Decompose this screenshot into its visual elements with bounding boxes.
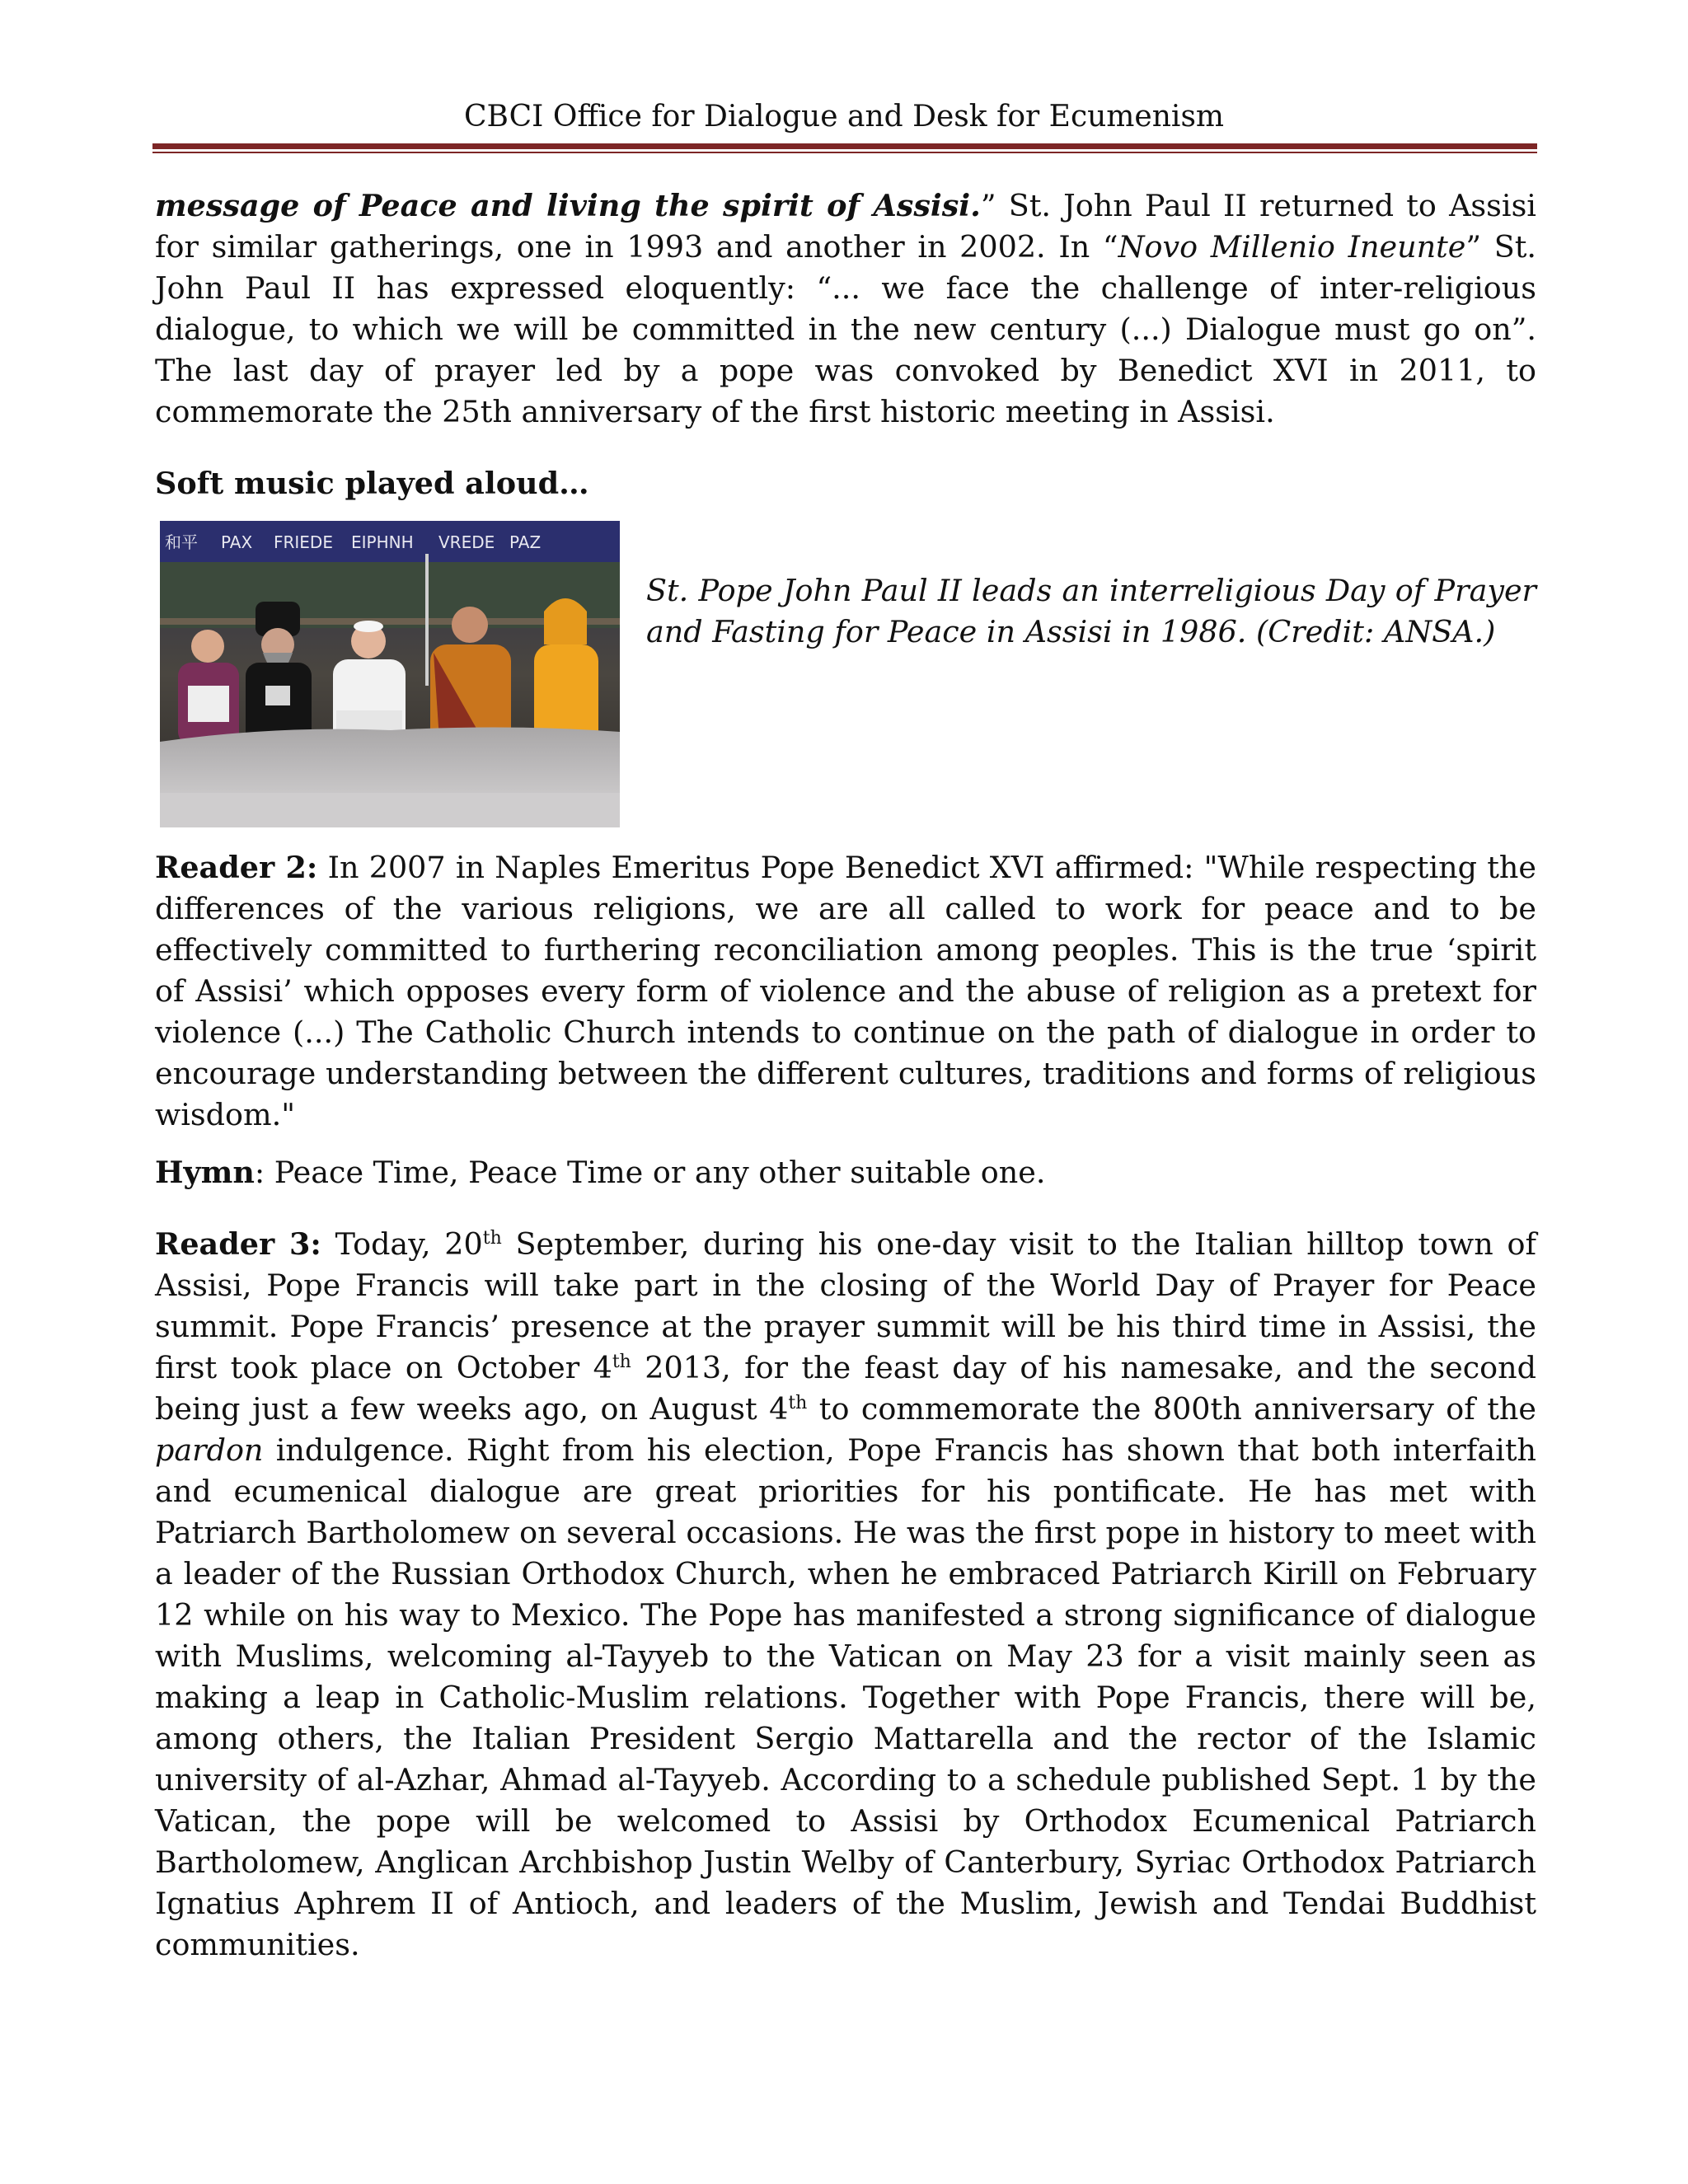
banner-word: FRIEDE — [274, 532, 333, 552]
header-rule-thick — [152, 143, 1537, 149]
page-header: CBCI Office for Dialogue and Desk for Ecumenism — [463, 100, 1225, 134]
reader-2-label: Reader 2: — [155, 850, 318, 885]
soft-music-note: Soft music played aloud… — [155, 466, 589, 501]
banner-word: PAZ — [509, 532, 542, 552]
pardon-word: pardon — [155, 1432, 264, 1468]
banner-word: EIPHNH — [351, 532, 414, 552]
banner-word: 和平 — [165, 532, 198, 552]
paragraph-assisi-gatherings: message of Peace and living the spirit of Assisi.” St. John Paul II returned to Assisi for similar gatherings, one in 1993 and another in 2002. In “Novo Millenio Ineunte” St. John Paul II has expressed eloquently: “... we face the challenge of inter-religious dialogue, to which we will be committed in the new century (...) Dialogue must go on”. The last day of prayer led by a pope was convoked by Benedict XVI in 2011, to commemorate the 25th anniversary of the first historic meeting in Assisi. — [155, 188, 1536, 429]
book-title: Novo Millenio Ineunte — [1118, 229, 1466, 265]
lead-emphasis: message of Peace and living the spirit of Assisi. — [155, 188, 981, 223]
reader-3-label: Reader 3: — [155, 1226, 321, 1262]
banner-word: PAX — [221, 532, 253, 552]
reader-3-paragraph: Reader 3: Today, 20th September, during his one-day visit to the Italian hilltop town of Assisi, Pope Francis will take part in the closing of the World Day of Prayer for Peace summit. Pope Francis’ presence at the prayer summit will be his third time in Assisi, the first took place on October 4th 2013, for the feast day of his namesake, and the second being just a few weeks ago, on August 4th to commemorate the 800th anniversary of the pardon indulgence. Right from his election, Pope Francis has shown that both interfaith and ecumenical dialogue are great priorities for his pontificate. He has met with Patriarch Bartholomew on several occasions. He was the first pope in history to meet with a leader of the Russian Orthodox Church, when he embraced Patriarch Kirill on February 12 while on his way to Mexico. The Pope has manifested a strong significance of dialogue with Muslims, welcoming al-Tayyeb to the Vatican on May 23 for a visit mainly seen as making a leap in Catholic-Muslim relations. Together with Pope Francis, there will be, among others, the Italian President Sergio Mattarella and the rector of the Islamic university of al-Azhar, Ahmad al-Tayyeb. According to a schedule published Sept. 1 by the Vatican, the pope will be welcomed to Assisi by Orthodox Ecumenical Patriarch Bartholomew, Anglican Archbishop Justin Welby of Canterbury, Syriac Orthodox Patriarch Ignatius Aphrem II of Antioch, and leaders of the Muslim, Jewish and Tendai Buddhist communities. — [155, 1226, 1536, 1962]
reader-2-paragraph: Reader 2: In 2007 in Naples Emeritus Pope Benedict XVI affirmed: "While respecting the differences of the various religions, we are all called to work for peace and to be effectively committed to furthering reconciliation among peoples. This is the true ‘spirit of Assisi’ which opposes every form of violence and the abuse of religion as a pretext for violence (...) The Catholic Church intends to continue on the path of dialogue in order to encourage understanding between the different cultures, traditions and forms of religious wisdom." — [155, 850, 1536, 1132]
banner-word: VREDE — [438, 532, 495, 552]
hymn-label: Hymn — [155, 1155, 255, 1190]
assisi-1986-photo — [160, 521, 620, 827]
figure — [155, 521, 1536, 831]
hymn-line: Hymn: Peace Time, Peace Time or any other suitable one. — [155, 1155, 1046, 1190]
header-rule-thin — [152, 152, 1537, 153]
page-content — [155, 185, 1536, 1966]
figure-caption: St. Pope John Paul II leads an interreligious Day of Prayer and Fasting for Peace in Assisi in 1986. (Credit: ANSA.) — [646, 573, 1536, 649]
